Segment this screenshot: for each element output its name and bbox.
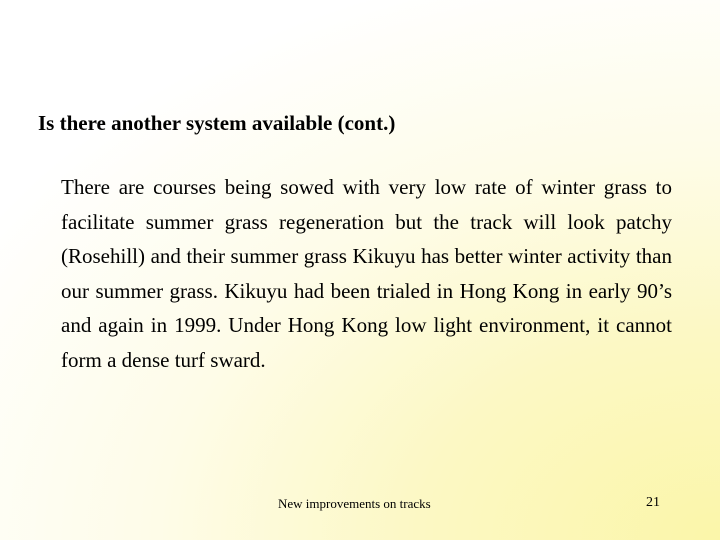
page-number: 21 [646,495,660,510]
footer-text: New improvements on tracks [278,496,431,511]
slide-title: Is there another system available (cont.) [38,111,396,135]
slide-body-text: There are courses being sowed with very low rate of winter grass to facilitate summer grass regeneration but the track will look patchy (Rosehill) and their summer grass Kikuyu has better winter activity than our summer grass. Kikuyu had been trialed in Hong Kong in early 90’s and again in 1999. Under Hong Kong low light environment, it cannot form a dense turf sward. [61,175,672,372]
